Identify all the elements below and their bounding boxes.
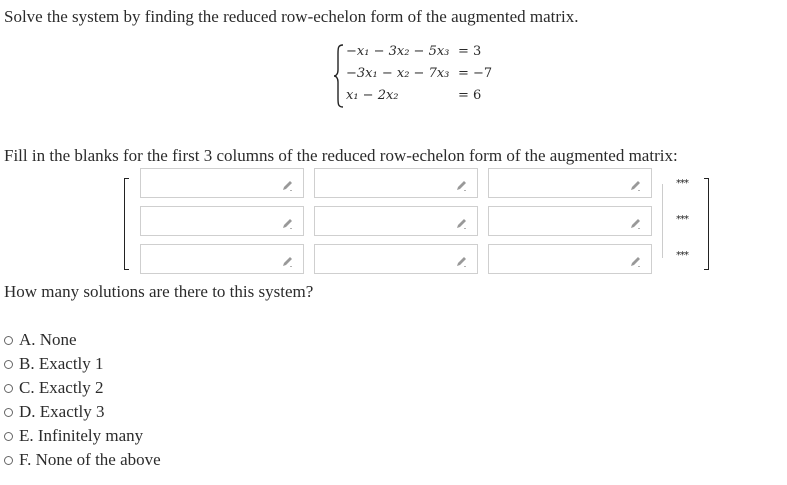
matrix-cell-r2c2[interactable] xyxy=(314,206,478,236)
pencil-icon xyxy=(629,253,643,267)
matrix-cell-r1c1[interactable] xyxy=(140,168,304,198)
augmented-entry: *** xyxy=(676,214,688,225)
matrix-cell-r2c1[interactable] xyxy=(140,206,304,236)
option-letter: A. xyxy=(19,330,36,349)
matrix-cell-r3c2[interactable] xyxy=(314,244,478,274)
pencil-icon xyxy=(455,177,469,191)
equation-system xyxy=(333,44,503,106)
matrix-cell-r1c2[interactable] xyxy=(314,168,478,198)
matrix-cell-r1c3[interactable] xyxy=(488,168,652,198)
option-letter: F. xyxy=(19,450,32,469)
option-letter: C. xyxy=(19,378,35,397)
rref-matrix xyxy=(124,168,710,278)
equation-rhs: = 6 xyxy=(458,88,482,103)
option-letter: D. xyxy=(19,402,36,421)
option-text: Exactly 3 xyxy=(39,402,105,421)
left-brace xyxy=(333,44,345,108)
equation-row xyxy=(346,66,493,81)
equation-lhs: −x₁ − 3x₂ − 5x₃ xyxy=(346,44,450,59)
pencil-icon xyxy=(455,253,469,267)
matrix-cell-r3c3[interactable] xyxy=(488,244,652,274)
equation-lhs: −3x₁ − x₂ − 7x₃ xyxy=(346,66,450,81)
radio-button[interactable] xyxy=(4,408,13,417)
equation-rhs: = 3 xyxy=(458,44,482,59)
option-text: None xyxy=(39,330,77,349)
radio-button[interactable] xyxy=(4,336,13,345)
augmented-entry: *** xyxy=(676,250,688,261)
pencil-icon xyxy=(629,215,643,229)
option-text: Exactly 1 xyxy=(38,354,104,373)
option-f[interactable] xyxy=(4,450,161,470)
option-a[interactable] xyxy=(4,330,77,350)
option-c[interactable] xyxy=(4,378,104,398)
matrix-cell-r2c3[interactable] xyxy=(488,206,652,236)
pencil-icon xyxy=(281,215,295,229)
fill-instruction: Fill in the blanks for the first 3 columns of the reduced row-echelon form of the augmented matrix: xyxy=(4,146,678,165)
augmented-entry: *** xyxy=(676,178,688,189)
matrix-right-bracket xyxy=(704,178,709,270)
option-text: Exactly 2 xyxy=(38,378,104,397)
equation-row xyxy=(346,44,482,59)
option-letter: B. xyxy=(19,354,35,373)
radio-button[interactable] xyxy=(4,384,13,393)
matrix-cell-r3c1[interactable] xyxy=(140,244,304,274)
option-b[interactable] xyxy=(4,354,104,374)
option-letter: E. xyxy=(19,426,34,445)
option-text: None of the above xyxy=(35,450,161,469)
radio-button[interactable] xyxy=(4,432,13,441)
radio-button[interactable] xyxy=(4,456,13,465)
augmentation-divider xyxy=(662,184,663,258)
equation-row xyxy=(346,88,482,103)
matrix-left-bracket xyxy=(124,178,129,270)
pencil-icon xyxy=(455,215,469,229)
solutions-question: How many solutions are there to this system? xyxy=(4,282,314,301)
option-text: Infinitely many xyxy=(37,426,144,445)
equation-rhs: = −7 xyxy=(458,66,493,81)
pencil-icon xyxy=(281,177,295,191)
radio-button[interactable] xyxy=(4,360,13,369)
option-d[interactable] xyxy=(4,402,104,422)
pencil-icon xyxy=(629,177,643,191)
option-e[interactable] xyxy=(4,426,143,446)
equation-lhs: x₁ − 2x₂ xyxy=(346,88,399,103)
question-text: Solve the system by finding the reduced row-echelon form of the augmented matrix. xyxy=(4,7,579,26)
pencil-icon xyxy=(281,253,295,267)
